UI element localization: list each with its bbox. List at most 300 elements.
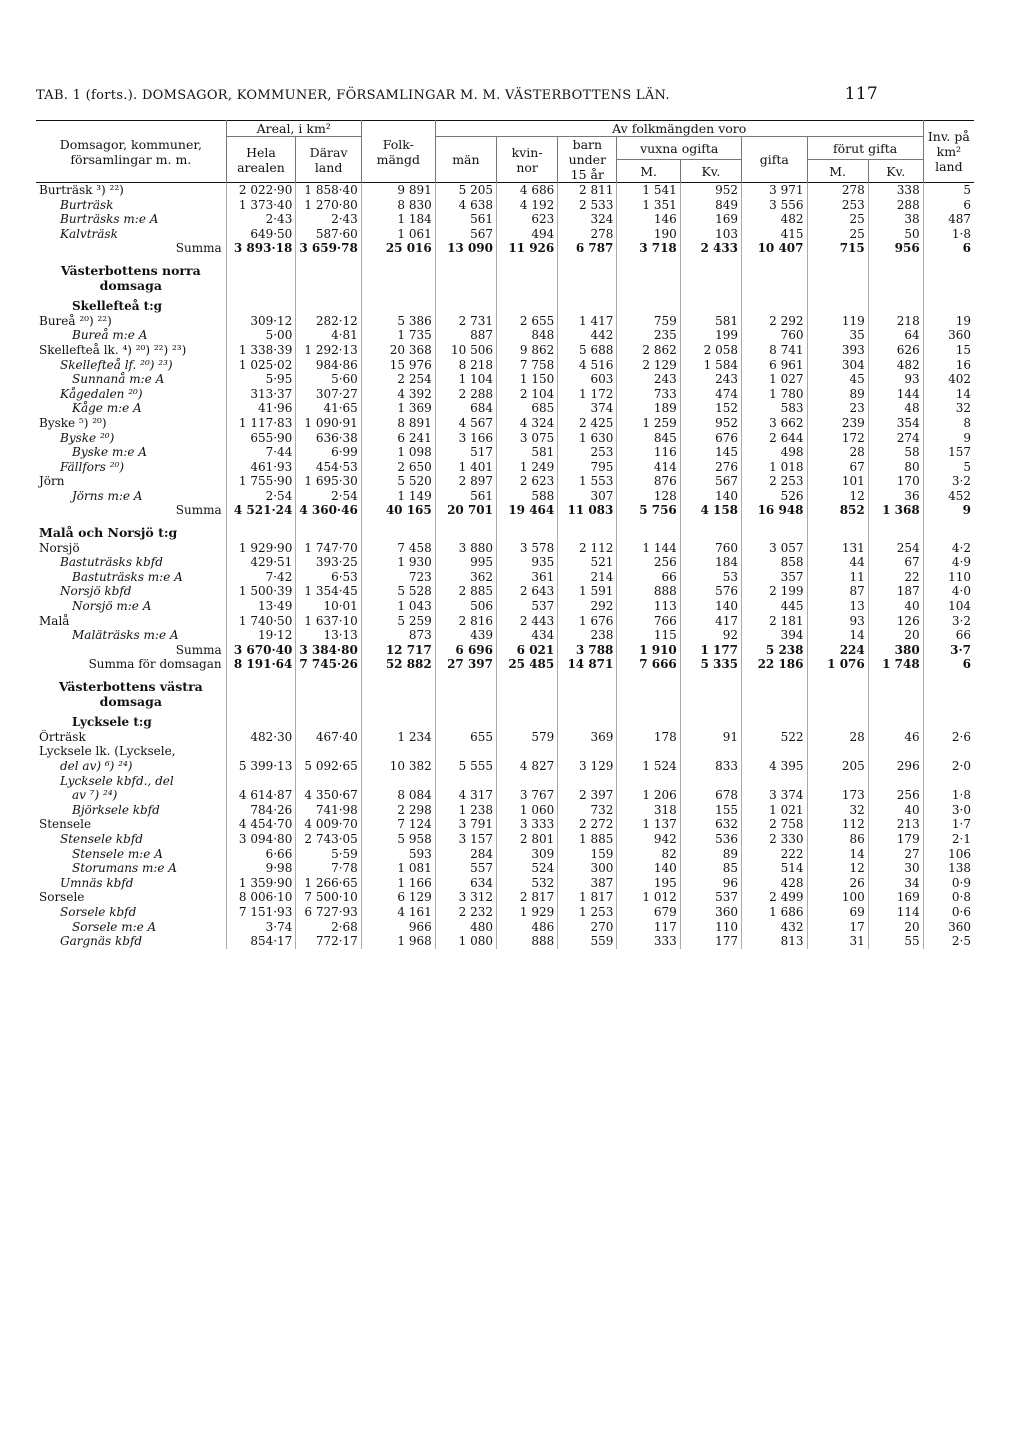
cell: 360	[923, 328, 974, 343]
cell: 1 098	[361, 445, 435, 460]
col-hela: Hela arealen	[226, 137, 296, 183]
table-row	[36, 431, 974, 446]
cell: 0·9	[923, 876, 974, 891]
cell: 46	[868, 730, 923, 745]
cell: 20 368	[361, 343, 435, 358]
cell: 1 553	[558, 474, 617, 489]
cell: 2 897	[435, 474, 496, 489]
cell: 199	[680, 328, 741, 343]
cell: 772·17	[296, 934, 361, 949]
row-label: Byske m:e A	[72, 445, 147, 460]
cell: 2 199	[742, 584, 807, 599]
cell: 3 129	[558, 759, 617, 774]
cell: 581	[680, 314, 741, 329]
cell: 7 124	[361, 817, 435, 832]
cell: 3 333	[497, 817, 558, 832]
cell: 1 253	[558, 905, 617, 920]
cell: 213	[868, 817, 923, 832]
cell: 626	[868, 343, 923, 358]
cell	[435, 774, 496, 789]
cell: 126	[868, 614, 923, 629]
cell: 13 090	[435, 241, 496, 256]
cell	[868, 293, 923, 314]
cell: 0·8	[923, 890, 974, 905]
cell: 4 350·67	[296, 788, 361, 803]
cell: 2 650	[361, 460, 435, 475]
row-label: Sorsele	[39, 890, 85, 905]
cell: 1 117·83	[226, 416, 296, 431]
cell: 876	[617, 474, 680, 489]
cell: 2 443	[497, 614, 558, 629]
cell: 557	[435, 861, 496, 876]
cell: 110	[923, 570, 974, 585]
table-row	[36, 401, 974, 416]
cell: 1·8	[923, 788, 974, 803]
summary-label: Summa för domsagan	[88, 657, 222, 672]
cell: 45	[807, 372, 868, 387]
cell: 25	[807, 227, 868, 242]
summary-row	[36, 643, 974, 658]
cell	[558, 672, 617, 709]
cell: 1 929·90	[226, 541, 296, 556]
cell: 2·54	[296, 489, 361, 504]
cell: 278	[807, 183, 868, 198]
cell	[868, 256, 923, 293]
cell: 4 827	[497, 759, 558, 774]
cell	[226, 672, 296, 709]
cell	[807, 672, 868, 709]
cell: 170	[868, 474, 923, 489]
cell	[617, 774, 680, 789]
cell: 82	[617, 847, 680, 862]
cell: 684	[435, 401, 496, 416]
cell: 942	[617, 832, 680, 847]
subsection-title: Malå och Norsjö t:g	[39, 525, 178, 541]
row-label: Kågedalen ²⁰)	[60, 386, 143, 401]
cell: 6·99	[296, 445, 361, 460]
row-label: Jörns m:e A	[72, 488, 143, 503]
cell: 5·59	[296, 847, 361, 862]
table-row	[36, 905, 974, 920]
cell: 292	[558, 599, 617, 614]
cell: 432	[742, 920, 807, 935]
cell: 2 129	[617, 358, 680, 373]
cell: 576	[680, 584, 741, 599]
cell: 8 218	[435, 358, 496, 373]
cell	[361, 293, 435, 314]
cell: 732	[558, 803, 617, 818]
cell: 966	[361, 920, 435, 935]
cell: 20	[868, 628, 923, 643]
cell	[435, 672, 496, 709]
cell: 536	[680, 832, 741, 847]
table-row	[36, 614, 974, 629]
cell: 3 718	[617, 241, 680, 256]
cell: 676	[680, 431, 741, 446]
cell: 8 006·10	[226, 890, 296, 905]
cell: 214	[558, 570, 617, 585]
cell	[923, 518, 974, 541]
cell: 5 756	[617, 503, 680, 518]
cell: 360	[923, 920, 974, 935]
cell: 8 830	[361, 198, 435, 213]
cell: 1 249	[497, 460, 558, 475]
cell: 2·1	[923, 832, 974, 847]
cell: 140	[680, 599, 741, 614]
cell: 282·12	[296, 314, 361, 329]
table-row	[36, 541, 974, 556]
cell: 14	[923, 387, 974, 402]
cell: 12	[807, 861, 868, 876]
cell: 4 638	[435, 198, 496, 213]
cell: 3 166	[435, 431, 496, 446]
cell	[807, 256, 868, 293]
cell	[435, 293, 496, 314]
cell	[497, 744, 558, 759]
cell: 2 288	[435, 387, 496, 402]
cell: 561	[435, 212, 496, 227]
cell: 486	[497, 920, 558, 935]
cell: 2 816	[435, 614, 496, 629]
cell: 169	[868, 890, 923, 905]
table-row	[36, 198, 974, 213]
cell: 7 758	[497, 358, 558, 373]
cell: 1 930	[361, 555, 435, 570]
cell: 1 740·50	[226, 614, 296, 629]
cell: 1 686	[742, 905, 807, 920]
cell: 517	[435, 445, 496, 460]
cell: 140	[680, 489, 741, 504]
cell: 96	[680, 876, 741, 891]
cell: 3·2	[923, 614, 974, 629]
cell: 64	[868, 328, 923, 343]
cell: 1 166	[361, 876, 435, 891]
cell: 498	[742, 445, 807, 460]
cell: 284	[435, 847, 496, 862]
cell: 1 090·91	[296, 416, 361, 431]
cell: 845	[617, 431, 680, 446]
cell: 952	[680, 183, 741, 198]
cell: 679	[617, 905, 680, 920]
cell: 649·50	[226, 227, 296, 242]
cell: 2·43	[226, 212, 296, 227]
cell: 1 081	[361, 861, 435, 876]
cell: 3 791	[435, 817, 496, 832]
cell	[742, 518, 807, 541]
cell: 887	[435, 328, 496, 343]
cell: 1 206	[617, 788, 680, 803]
cell: 243	[680, 372, 741, 387]
table-row	[36, 876, 974, 891]
cell: 1 043	[361, 599, 435, 614]
cell: 2·68	[296, 920, 361, 935]
row-label: Norsjö m:e A	[72, 599, 152, 614]
col-inv: Inv. på km² land	[923, 121, 974, 183]
cell: 9 862	[497, 343, 558, 358]
cell: 14	[807, 847, 868, 862]
cell: 238	[558, 628, 617, 643]
document-page	[36, 80, 988, 949]
cell: 888	[497, 934, 558, 949]
cell: 190	[617, 227, 680, 242]
table-row	[36, 372, 974, 387]
cell: 4 686	[497, 183, 558, 198]
cell: 253	[807, 198, 868, 213]
row-label: Skellefteå lk. ⁴) ²⁰) ²²) ²³)	[39, 342, 187, 357]
cell: 995	[435, 555, 496, 570]
cell: 1·8	[923, 227, 974, 242]
cell: 854·17	[226, 934, 296, 949]
cell: 394	[742, 628, 807, 643]
cell: 7 666	[617, 657, 680, 672]
table-row	[36, 730, 974, 745]
cell: 6 961	[742, 358, 807, 373]
summary-label: Summa	[175, 642, 222, 657]
cell: 1 018	[742, 460, 807, 475]
cell: 1 270·80	[296, 198, 361, 213]
cell: 7 151·93	[226, 905, 296, 920]
cell: 678	[680, 788, 741, 803]
cell: 4 521·24	[226, 503, 296, 518]
cell: 1 266·65	[296, 876, 361, 891]
cell: 1 359·90	[226, 876, 296, 891]
cell	[226, 256, 296, 293]
cell	[497, 293, 558, 314]
cell: 454·53	[296, 460, 361, 475]
cell: 114	[868, 905, 923, 920]
cell	[742, 256, 807, 293]
cell: 3 384·80	[296, 643, 361, 658]
cell: 40	[868, 803, 923, 818]
col-gifta: gifta	[742, 137, 807, 183]
cell: 6 696	[435, 643, 496, 658]
row-label: Sorsele kbfd	[60, 904, 137, 919]
cell: 3 893·18	[226, 241, 296, 256]
cell: 2 862	[617, 343, 680, 358]
cell: 27 397	[435, 657, 496, 672]
cell	[558, 774, 617, 789]
cell: 784·26	[226, 803, 296, 818]
cell: 1 027	[742, 372, 807, 387]
cell: 222	[742, 847, 807, 862]
cell	[558, 256, 617, 293]
cell: 276	[680, 460, 741, 475]
cell: 567	[680, 474, 741, 489]
cell: 19·12	[226, 628, 296, 643]
cell: 2 425	[558, 416, 617, 431]
table-row	[36, 460, 974, 475]
table-row	[36, 599, 974, 614]
cell: 1 524	[617, 759, 680, 774]
cell: 3 670·40	[226, 643, 296, 658]
cell	[435, 518, 496, 541]
table-row	[36, 555, 974, 570]
cell: 2 397	[558, 788, 617, 803]
table-row	[36, 817, 974, 832]
cell: 4·9	[923, 555, 974, 570]
subsection-heading	[36, 293, 974, 314]
row-label: Jörn	[39, 474, 65, 489]
cell: 2 104	[497, 387, 558, 402]
cell: 178	[617, 730, 680, 745]
cell: 760	[742, 328, 807, 343]
cell: 2 885	[435, 584, 496, 599]
cell: 7 458	[361, 541, 435, 556]
cell	[923, 774, 974, 789]
cell: 19	[923, 314, 974, 329]
cell: 7·44	[226, 445, 296, 460]
cell	[226, 709, 296, 730]
cell: 1 076	[807, 657, 868, 672]
cell: 5 092·65	[296, 759, 361, 774]
cell: 1 292·13	[296, 343, 361, 358]
cell: 2·5	[923, 934, 974, 949]
cell: 1 025·02	[226, 358, 296, 373]
cell: 506	[435, 599, 496, 614]
page-title: TAB. 1 (forts.). DOMSAGOR, KOMMUNER, FÖRSAMLINGAR M. M. VÄSTERBOTTENS LÄN.	[36, 88, 670, 103]
cell: 733	[617, 387, 680, 402]
table-row	[36, 358, 974, 373]
cell: 309·12	[226, 314, 296, 329]
cell	[617, 744, 680, 759]
cell: 205	[807, 759, 868, 774]
cell: 6 241	[361, 431, 435, 446]
cell: 487	[923, 212, 974, 227]
cell: 393	[807, 343, 868, 358]
cell: 100	[807, 890, 868, 905]
row-label: Sunnanå m:e A	[72, 372, 165, 387]
cell: 5 335	[680, 657, 741, 672]
cell: 852	[807, 503, 868, 518]
row-label: Norsjö	[39, 540, 80, 555]
cell: 32	[807, 803, 868, 818]
cell: 1 144	[617, 541, 680, 556]
cell	[680, 774, 741, 789]
cell: 2·54	[226, 489, 296, 504]
cell: 15 976	[361, 358, 435, 373]
cell: 387	[558, 876, 617, 891]
table-row	[36, 445, 974, 460]
col-forut-m: M.	[807, 160, 868, 183]
cell	[296, 672, 361, 709]
cell: 587·60	[296, 227, 361, 242]
cell: 7·42	[226, 570, 296, 585]
cell: 22	[868, 570, 923, 585]
cell: 634	[435, 876, 496, 891]
row-label: Gargnäs kbfd	[60, 934, 143, 949]
col-kvinnor: kvin- nor	[497, 137, 558, 183]
row-label: Lycksele kbfd., del	[60, 773, 174, 788]
table-row	[36, 759, 974, 774]
cell: 5	[923, 460, 974, 475]
col-av-folk: Av folkmängden voro	[435, 121, 923, 137]
cell: 110	[680, 920, 741, 935]
cell: 567	[435, 227, 496, 242]
cell: 140	[617, 861, 680, 876]
cell: 3 578	[497, 541, 558, 556]
cell: 53	[680, 570, 741, 585]
cell: 4 192	[497, 198, 558, 213]
cell: 1 012	[617, 890, 680, 905]
cell: 239	[807, 416, 868, 431]
cell: 1 755·90	[226, 474, 296, 489]
table-row	[36, 314, 974, 329]
cell: 741·98	[296, 803, 361, 818]
cell	[742, 672, 807, 709]
cell: 324	[558, 212, 617, 227]
table-row	[36, 847, 974, 862]
cell: 429·51	[226, 555, 296, 570]
cell: 6 129	[361, 890, 435, 905]
cell: 270	[558, 920, 617, 935]
population-table	[36, 120, 974, 949]
cell: 559	[558, 934, 617, 949]
cell	[807, 293, 868, 314]
cell: 256	[868, 788, 923, 803]
cell: 8	[923, 416, 974, 431]
cell: 318	[617, 803, 680, 818]
cell: 4 324	[497, 416, 558, 431]
cell: 3 662	[742, 416, 807, 431]
cell: 1 817	[558, 890, 617, 905]
subsection-heading	[36, 518, 974, 541]
summary-row	[36, 657, 974, 672]
cell: 8 891	[361, 416, 435, 431]
cell: 873	[361, 628, 435, 643]
table-row	[36, 861, 974, 876]
cell: 179	[868, 832, 923, 847]
table-row	[36, 920, 974, 935]
cell	[680, 256, 741, 293]
cell: 2 254	[361, 372, 435, 387]
cell: 354	[868, 416, 923, 431]
cell	[868, 672, 923, 709]
col-forut-gifta: förut gifta	[807, 137, 923, 160]
cell: 1 368	[868, 503, 923, 518]
row-label: Burträsk	[60, 197, 114, 212]
cell: 44	[807, 555, 868, 570]
cell	[435, 744, 496, 759]
cell: 6 021	[497, 643, 558, 658]
cell	[680, 293, 741, 314]
table-row	[36, 328, 974, 343]
cell: 7 745·26	[296, 657, 361, 672]
cell: 3·74	[226, 920, 296, 935]
row-label: Byske ⁵) ²⁰)	[39, 415, 107, 430]
section-title: Västerbottens västra domsaga	[58, 679, 203, 709]
cell: 187	[868, 584, 923, 599]
cell: 28	[807, 730, 868, 745]
cell: 434	[497, 628, 558, 643]
cell: 10·01	[296, 599, 361, 614]
cell: 8 191·64	[226, 657, 296, 672]
cell: 357	[742, 570, 807, 585]
cell	[226, 293, 296, 314]
page-number: 117	[844, 84, 878, 104]
cell: 2 232	[435, 905, 496, 920]
cell: 3 659·78	[296, 241, 361, 256]
cell: 131	[807, 541, 868, 556]
cell: 8 741	[742, 343, 807, 358]
row-label: Stensele m:e A	[72, 846, 163, 861]
cell: 113	[617, 599, 680, 614]
cell: 2 623	[497, 474, 558, 489]
cell	[226, 774, 296, 789]
cell: 172	[807, 431, 868, 446]
cell: 494	[497, 227, 558, 242]
cell: 2 644	[742, 431, 807, 446]
cell: 4 614·87	[226, 788, 296, 803]
